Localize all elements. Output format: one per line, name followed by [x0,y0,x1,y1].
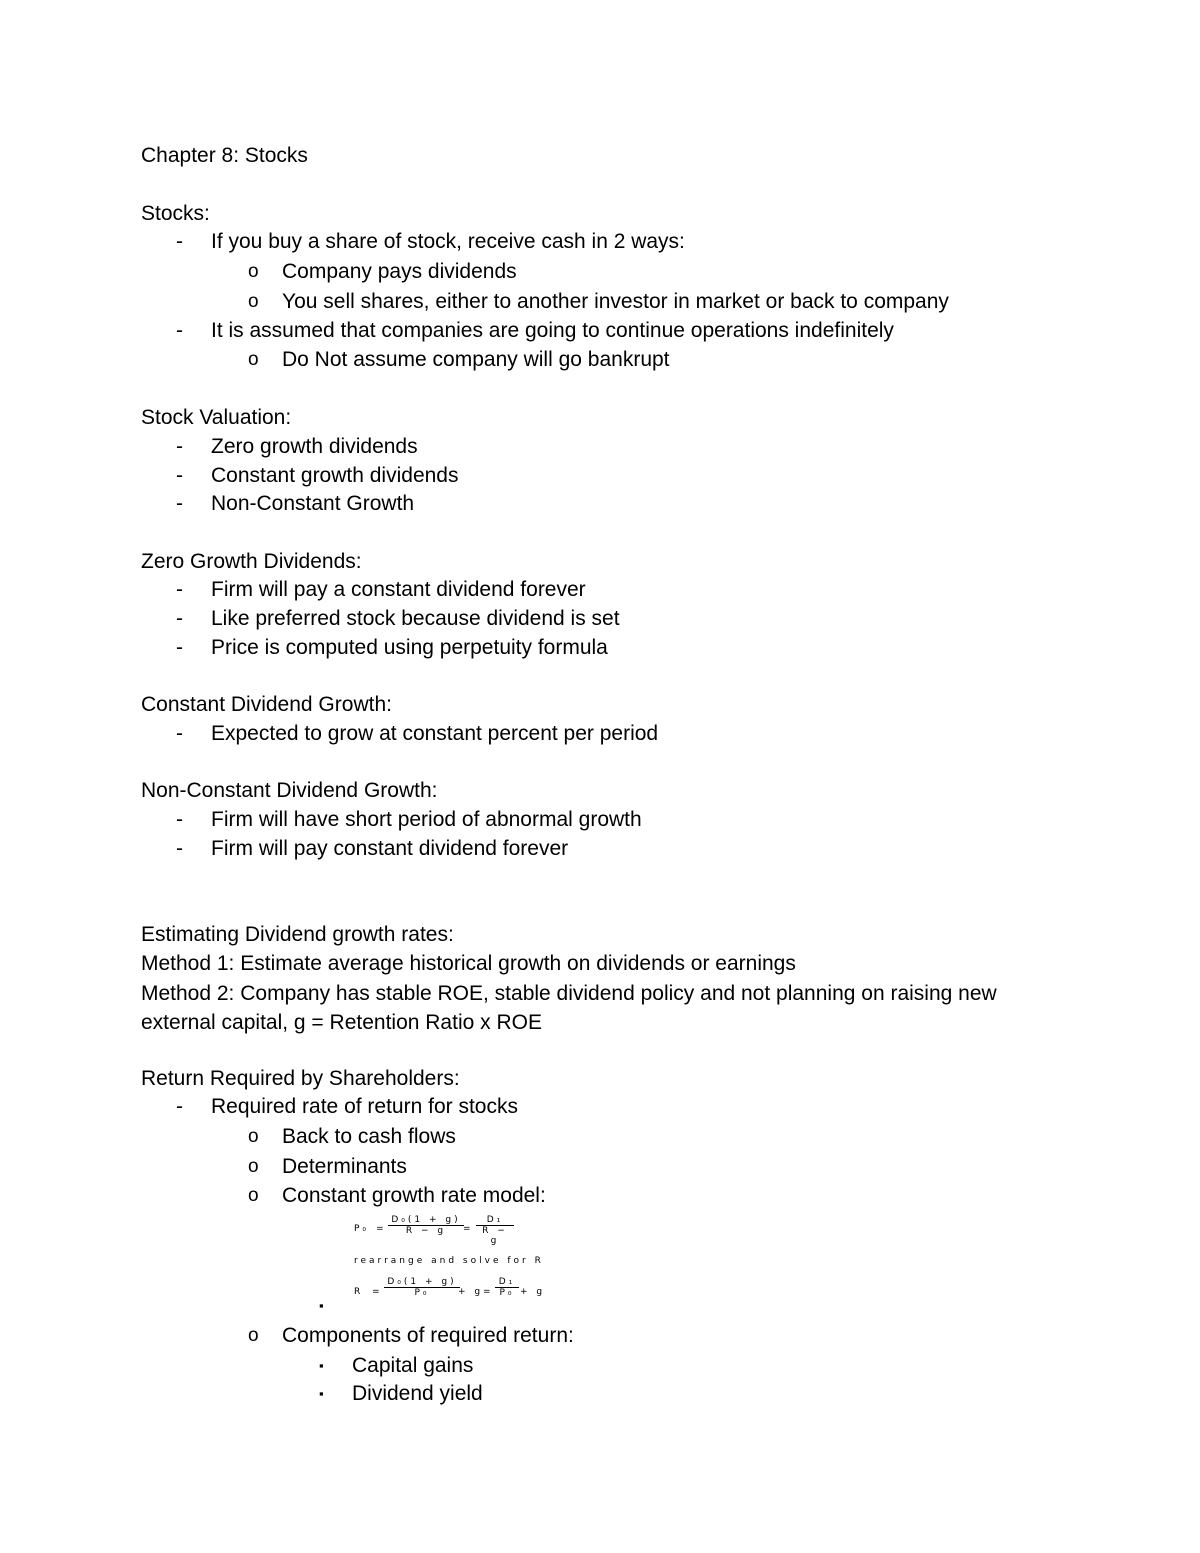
square-bullet-icon: ▪ [319,1298,324,1313]
list-item: Capital gains [352,1354,474,1377]
list-item: Non-Constant Growth [211,492,415,515]
dash-marker: - [176,808,183,831]
section-heading-required-return: Return Required by Shareholders: [141,1067,460,1090]
circle-bullet-icon: o [248,291,259,312]
circle-bullet-icon: o [248,1126,259,1147]
formula-rearrange-note: rearrange and solve for R [354,1256,544,1266]
formula-fraction: $\frac{\text{D₀(1 + g)}}{R - g}$ [388,1215,464,1236]
page-title: Chapter 8: Stocks [141,144,308,167]
list-item: Dividend yield [352,1382,483,1405]
formula-p0: P₀ [354,1224,370,1234]
list-item: Zero growth dividends [211,435,418,458]
circle-bullet-icon: o [248,1185,259,1206]
list-item: Firm will pay a constant dividend forever [211,578,586,601]
circle-bullet-icon: o [248,261,259,282]
list-item: Firm will have short period of abnormal growth [211,808,642,831]
list-item: Company pays dividends [282,260,517,283]
dash-marker: - [176,607,183,630]
circle-bullet-icon: o [248,349,259,370]
formula-r: R [354,1287,364,1297]
formula-equals: = [483,1287,494,1297]
method-1-text: Method 1: Estimate average historical growth on dividends or earnings [141,952,796,975]
formula-equals: = [372,1287,383,1297]
list-item: Like preferred stock because dividend is set [211,607,620,630]
dash-marker: - [176,722,183,745]
formula-fraction: $\frac{\text{D₁}}{R - g}$ [476,1215,514,1246]
circle-bullet-icon: o [248,1156,259,1177]
dash-marker: - [176,1095,183,1118]
square-bullet-icon: ▪ [319,1386,324,1401]
method-2-text: Method 2: Company has stable ROE, stable dividend policy and not planning on raising new external capital, g = Retention Ratio x ROE [141,982,997,1034]
dash-marker: - [176,319,183,342]
list-item: Do Not assume company will go bankrupt [282,348,670,371]
dash-marker: - [176,492,183,515]
dash-marker: - [176,230,183,253]
dash-marker: - [176,636,183,659]
dash-marker: - [176,578,183,601]
list-item: Required rate of return for stocks [211,1095,518,1118]
list-item: Components of required return: [282,1324,574,1347]
section-heading-nonconstant-growth: Non-Constant Dividend Growth: [141,779,438,802]
dash-marker: - [176,837,183,860]
section-heading-valuation: Stock Valuation: [141,406,292,429]
formula-plus-g: + g [458,1287,484,1297]
list-item: Expected to grow at constant percent per period [211,722,659,745]
formula-fraction: $\frac{\text{D₁}}{\text{P₀}}$ [495,1277,519,1298]
list-item: If you buy a share of stock, receive cash in 2 ways: [211,230,685,253]
section-heading-constant-growth: Constant Dividend Growth: [141,693,392,716]
constant-growth-formula [350,1212,570,1312]
list-item: It is assumed that companies are going to continue operations indefinitely [211,319,894,342]
square-bullet-icon: ▪ [319,1358,324,1373]
list-item: Price is computed using perpetuity formula [211,636,608,659]
circle-bullet-icon: o [248,1325,259,1346]
dash-marker: - [176,464,183,487]
dash-marker: - [176,435,183,458]
list-item: Back to cash flows [282,1125,456,1148]
section-heading-stocks: Stocks: [141,202,210,225]
formula-equals: = [376,1224,387,1234]
list-item: Firm will pay constant dividend forever [211,837,569,860]
list-item: Constant growth rate model: [282,1184,546,1207]
list-item: Determinants [282,1155,407,1178]
formula-equals: = [463,1224,474,1234]
section-heading-zero-growth: Zero Growth Dividends: [141,550,362,573]
formula-fraction: $\frac{\text{D₀(1 + g)}}{\text{P₀}}$ [384,1277,460,1298]
section-heading-estimating: Estimating Dividend growth rates: [141,923,454,946]
list-item: Constant growth dividends [211,464,459,487]
list-item: You sell shares, either to another investor in market or back to company [282,290,949,313]
formula-plus-g: + g [520,1287,546,1297]
